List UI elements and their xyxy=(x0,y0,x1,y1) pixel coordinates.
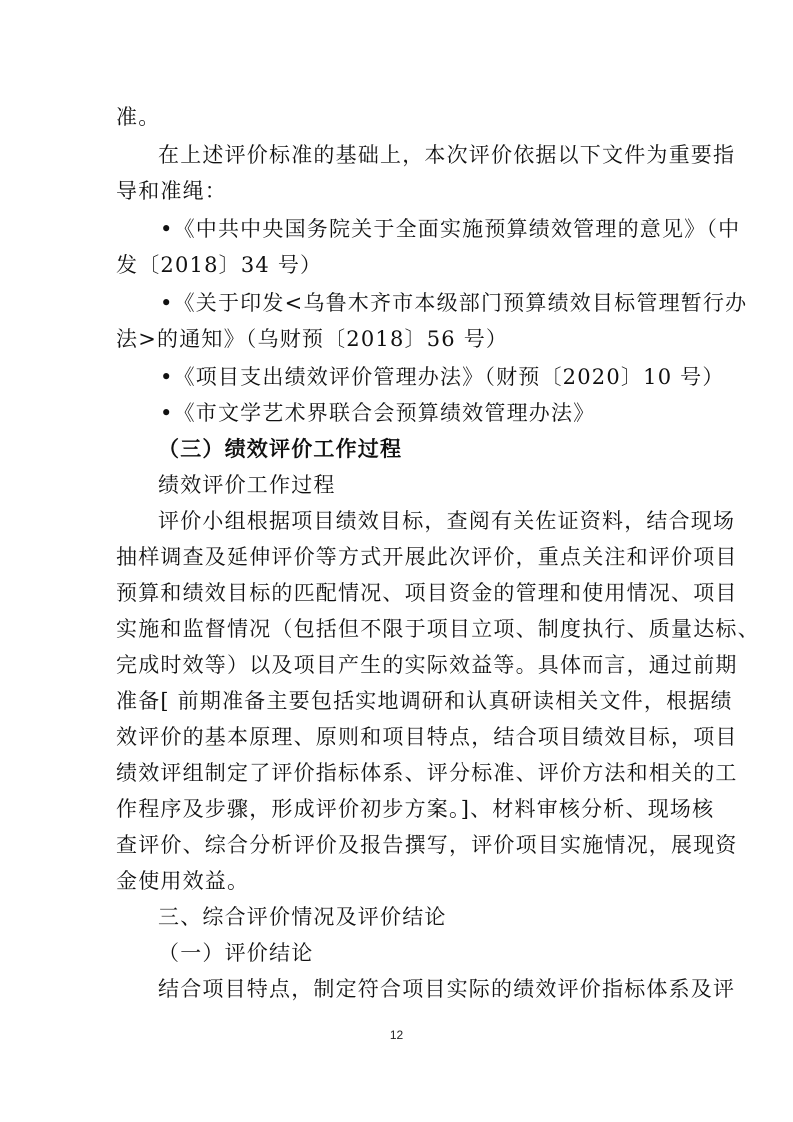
text-line: 查评价、综合分析评价及报告撰写，评价项目实施情况，展现资 xyxy=(116,833,738,857)
text-line: 金使用效益。 xyxy=(116,869,250,893)
text-line: 准备[ 前期准备主要包括实地调研和认真研读相关文件，根据绩 xyxy=(116,689,733,713)
sub-heading: 绩效评价工作过程 xyxy=(158,473,336,497)
reference-item: •《中共中央国务院关于全面实施预算绩效管理的意见》（中 xyxy=(160,217,741,241)
reference-item: •《市文学艺术界联合会预算绩效管理办法》 xyxy=(160,401,596,425)
text-line: 评价小组根据项目绩效目标，查阅有关佐证资料，结合现场 xyxy=(158,509,736,533)
text-line: 完成时效等）以及项目产生的实际效益等。具体而言，通过前期 xyxy=(116,653,738,677)
reference-item-cont: 法>的通知》（乌财预〔2018〕56 号） xyxy=(116,327,509,351)
text-line: 实施和监督情况（包括但不限于项目立项、制度执行、质量达标、 xyxy=(116,617,760,641)
text-line: 在上述评价标准的基础上，本次评价依据以下文件为重要指 xyxy=(158,143,736,167)
page-number: 12 xyxy=(389,1028,404,1042)
sub-heading: （一）评价结论 xyxy=(158,941,314,965)
text-line: 结合项目特点，制定符合项目实际的绩效评价指标体系及评 xyxy=(158,977,736,1001)
text-line: 作程序及步骤，形成评价初步方案。]、材料审核分析、现场核 xyxy=(116,797,715,821)
section-heading: （三）绩效评价工作过程 xyxy=(158,437,403,461)
text-line: 抽样调查及延伸评价等方式开展此次评价，重点关注和评价项目 xyxy=(116,545,738,569)
text-line: 效评价的基本原理、原则和项目特点，结合项目绩效目标，项目 xyxy=(116,725,738,749)
text-line: 预算和绩效目标的匹配情况、项目资金的管理和使用情况、项目 xyxy=(116,581,738,605)
chapter-heading: 三、综合评价情况及评价结论 xyxy=(158,905,447,929)
text-line: 导和准绳： xyxy=(116,179,227,203)
reference-item: •《项目支出绩效评价管理办法》（财预〔2020〕10 号） xyxy=(160,365,725,389)
reference-item: •《关于印发<乌鲁木齐市本级部门预算绩效目标管理暂行办 xyxy=(160,291,748,315)
reference-item-cont: 发〔2018〕34 号） xyxy=(116,253,323,277)
text-line: 准。 xyxy=(116,105,161,129)
text-line: 绩效评组制定了评价指标体系、评分标准、评价方法和相关的工 xyxy=(116,761,738,785)
